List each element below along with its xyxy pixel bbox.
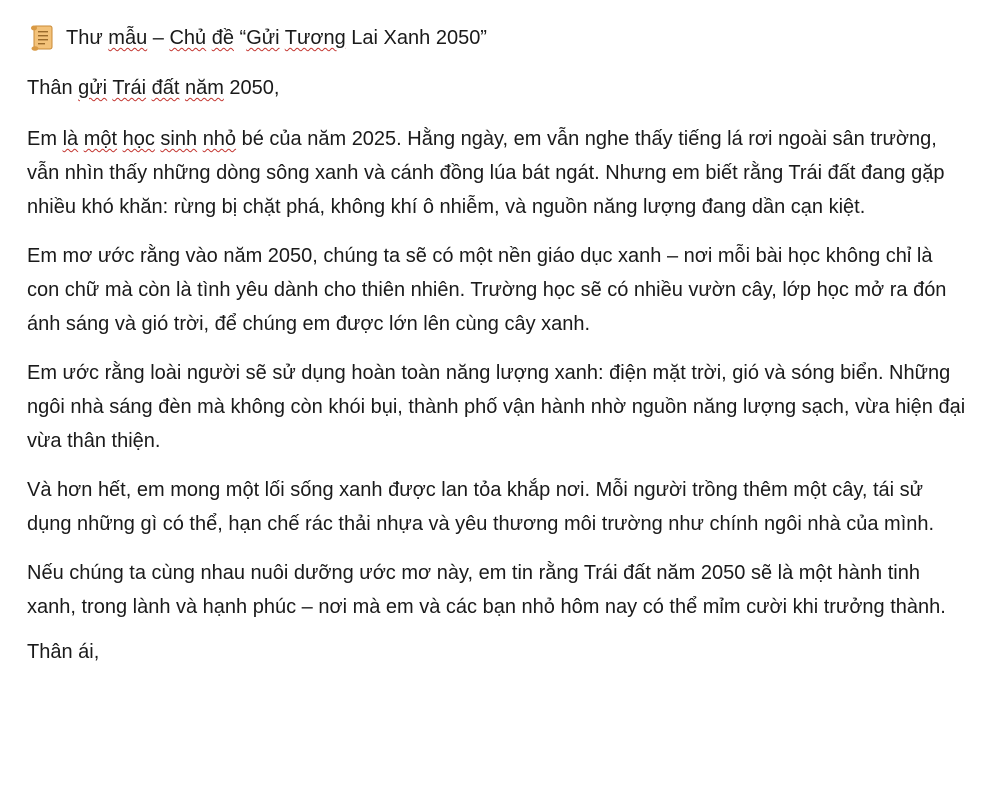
text-run: Em ước rằng loài người sẽ sử dụng hoàn toàn năng lượng xanh: điện mặt trời, gió và sóng biển. Những ngôi nhà sáng đèn mà không còn khói bụi, thành phố vận hành nhờ nguồn năng lượng sạch, vừa hiện đại vừa thân thiện.: [27, 362, 966, 452]
text-run: bé của năm 2025. Hằng ngày, em vẫn nghe thấy tiếng lá rơi ngoài sân trường, vẫn nhìn thấy những dòng sông xanh và cánh đồng lúa bát ngát. Nhưng em biết rằng Trái đất đang gặp nhiều khó khăn: rừng bị chặt phá, không khí ô nhiễm, và nguồn năng lượng đang dần cạn kiệt.: [27, 128, 945, 218]
scroll-icon: [27, 25, 57, 51]
text-run: Em mơ ước rằng vào năm 2050, chúng ta sẽ có một nền giáo dục xanh – nơi mỗi bài học không chỉ là con chữ mà còn là tình yêu dành cho thiên nhiên. Trường học sẽ có nhiều vườn cây, lớp học mở ra đón ánh sáng và gió trời, để chúng em được lớn lên cùng cây xanh.: [27, 245, 947, 335]
spellcheck-flagged-word: nhỏ: [202, 128, 237, 150]
spellcheck-flagged-word: mẫu: [108, 27, 148, 49]
text-run: –: [147, 27, 170, 49]
document-page: [0, 25, 996, 800]
letter-paragraph-1: [27, 122, 966, 224]
spellcheck-flagged-word: năm: [184, 77, 224, 99]
text-run: Em: [27, 128, 63, 150]
document-title: [27, 25, 966, 51]
spellcheck-flagged-word: đề: [211, 27, 234, 49]
letter-paragraph-3: [27, 356, 966, 458]
spellcheck-flagged-word: là: [62, 128, 79, 150]
letter-paragraph-2: [27, 239, 966, 341]
spellcheck-flagged-word: Trái: [112, 77, 147, 99]
text-run: “: [233, 27, 247, 49]
text-run: Nếu chúng ta cùng nhau nuôi dưỡng ước mơ này, em tin rằng Trái đất năm 2050 sẽ là một hành tinh xanh, trong lành và hạnh phúc – nơi mà em và các bạn nhỏ hôm nay có thể mỉm cười khi trưởng thành.: [27, 562, 946, 618]
spellcheck-flagged-word: Chủ: [169, 27, 207, 49]
title-text: [66, 25, 487, 51]
spellcheck-flagged-word: học: [122, 128, 155, 150]
spellcheck-flagged-word: gửi: [78, 77, 108, 99]
spellcheck-flagged-word: Gửi: [246, 27, 280, 49]
text-run: Thân: [27, 77, 79, 99]
text-run: Thư: [66, 27, 109, 49]
letter-greeting: [27, 75, 966, 101]
letter-closing: Thân ái,: [27, 641, 100, 663]
spellcheck-flagged-word: Tương: [284, 27, 346, 49]
letter-paragraph-5: [27, 556, 966, 624]
text-run: 2050,: [223, 77, 280, 99]
spellcheck-flagged-word: đất: [151, 77, 180, 99]
spellcheck-flagged-word: một: [83, 128, 118, 150]
text-run: Và hơn hết, em mong một lối sống xanh được lan tỏa khắp nơi. Mỗi người trồng thêm một cây, tái sử dụng những gì có thể, hạn chế rác thải nhựa và yêu thương môi trường như chính ngôi nhà của mình.: [27, 479, 935, 535]
text-run: Lai Xanh 2050”: [345, 27, 487, 49]
letter-paragraph-4: [27, 473, 966, 541]
spellcheck-flagged-word: sinh: [160, 128, 198, 150]
